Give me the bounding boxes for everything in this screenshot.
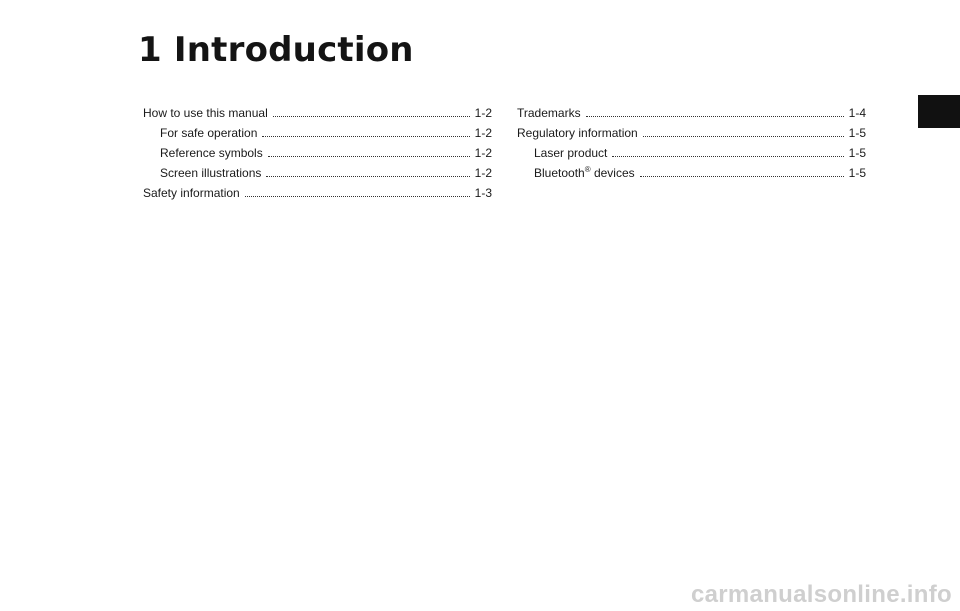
- toc-left-column: [143, 100, 492, 200]
- toc-entry-bluetooth-devices[interactable]: [517, 160, 866, 180]
- dot-leader: [612, 156, 843, 157]
- toc-entry-label: Laser product: [534, 146, 608, 160]
- toc-entry-how-to-use[interactable]: [143, 100, 492, 120]
- toc-entry-label-main: Bluetooth: [534, 166, 585, 180]
- dot-leader: [273, 116, 470, 117]
- dot-leader: [262, 136, 469, 137]
- toc-entry-label: Regulatory information: [517, 126, 638, 140]
- toc-entry-label: Screen illustrations: [160, 166, 262, 180]
- dot-leader: [640, 176, 844, 177]
- dot-leader: [268, 156, 470, 157]
- toc-entry-page: 1-2: [474, 166, 492, 180]
- toc-entry-laser-product[interactable]: [517, 140, 866, 160]
- toc-entry-label: Safety information: [143, 186, 240, 200]
- toc-entry-regulatory-information[interactable]: [517, 120, 866, 140]
- toc-entry-label: Reference symbols: [160, 146, 263, 160]
- toc-entry-label-suffix: devices: [590, 166, 635, 180]
- toc-entry-label: Trademarks: [517, 106, 581, 120]
- chapter-title: 1 Introduction: [138, 30, 414, 70]
- toc-entry-page: 1-5: [848, 166, 866, 180]
- watermark-text: carmanualsonline.info: [690, 581, 952, 608]
- toc-entry-safe-operation[interactable]: [143, 120, 492, 140]
- toc-entry-screen-illustrations[interactable]: [143, 160, 492, 180]
- toc-right-column: [517, 100, 866, 180]
- toc-entry-label: [534, 166, 635, 180]
- toc-entry-label: For safe operation: [160, 126, 258, 140]
- toc-entry-page: 1-2: [474, 106, 492, 120]
- dot-leader: [643, 136, 844, 137]
- dot-leader: [266, 176, 469, 177]
- toc-entry-page: 1-5: [848, 146, 866, 160]
- toc-entry-page: 1-3: [474, 186, 492, 200]
- toc-entry-reference-symbols[interactable]: [143, 140, 492, 160]
- registered-mark: ®: [584, 165, 591, 174]
- chapter-thumb-tab: [918, 95, 960, 128]
- toc-entry-safety-information[interactable]: [143, 180, 492, 200]
- dot-leader: [245, 196, 470, 197]
- toc-entry-page: 1-4: [848, 106, 866, 120]
- toc-entry-page: 1-5: [848, 126, 866, 140]
- toc-entry-page: 1-2: [474, 146, 492, 160]
- toc-entry-label: How to use this manual: [143, 106, 268, 120]
- toc-entry-page: 1-2: [474, 126, 492, 140]
- toc-entry-trademarks[interactable]: [517, 100, 866, 120]
- dot-leader: [586, 116, 844, 117]
